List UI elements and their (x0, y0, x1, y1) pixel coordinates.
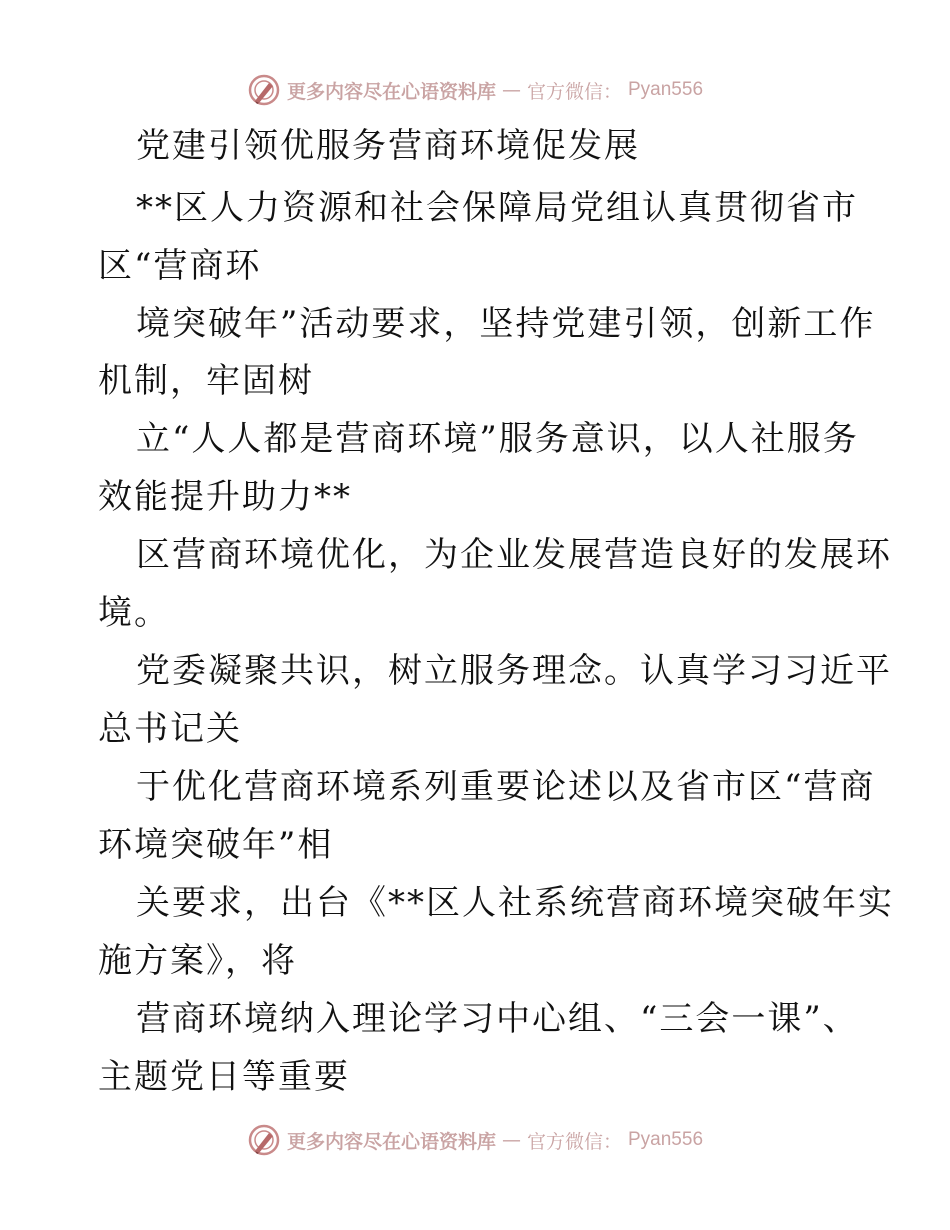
watermark-id: Pyan556 (628, 1129, 704, 1150)
watermark-label: 官方微信： (526, 80, 622, 103)
doc-line: 境突破年”活动要求，坚持党建引领，创新工作 (136, 304, 876, 344)
watermark-separator: — (501, 1129, 521, 1151)
doc-line: 关要求，出台《**区人社系统营商环境突破年实 (136, 883, 894, 923)
doc-line: **区人力资源和社会保障局党组认真贯彻省市 (136, 188, 858, 228)
watermark-separator: — (501, 79, 521, 101)
doc-line: 主题党日等重要 (98, 1057, 350, 1097)
doc-line: 区营商环境优化，为企业发展营造良好的发展环 (136, 535, 892, 575)
doc-line: 施方案》，将 (98, 941, 297, 981)
watermark-banner-top (0, 70, 950, 110)
doc-line: 效能提升助力** (98, 477, 352, 517)
pen-logo-icon (247, 73, 281, 107)
doc-line: 境。 (98, 593, 170, 633)
doc-line: 区“营商环 (98, 246, 262, 286)
watermark-id: Pyan556 (628, 79, 704, 100)
watermark-banner-bottom (0, 1120, 950, 1160)
doc-line: 党委凝聚共识，树立服务理念。认真学习习近平 (136, 651, 892, 691)
watermark-text: 更多内容尽在心语资料库 (286, 1130, 496, 1153)
doc-line: 环境突破年”相 (98, 825, 334, 865)
doc-line-title: 党建引领优服务营商环境促发展 (136, 126, 640, 166)
doc-line: 立“人人都是营商环境”服务意识，以人社服务 (136, 419, 859, 459)
pen-logo-icon (247, 1123, 281, 1157)
watermark-label: 官方微信： (526, 1130, 622, 1153)
watermark-text: 更多内容尽在心语资料库 (286, 80, 496, 103)
doc-line: 营商环境纳入理论学习中心组、“三会一课”、 (136, 999, 859, 1039)
doc-line: 于优化营商环境系列重要论述以及省市区“营商 (136, 767, 876, 807)
doc-line: 总书记关 (98, 709, 242, 749)
doc-line: 机制，牢固树 (98, 361, 314, 401)
